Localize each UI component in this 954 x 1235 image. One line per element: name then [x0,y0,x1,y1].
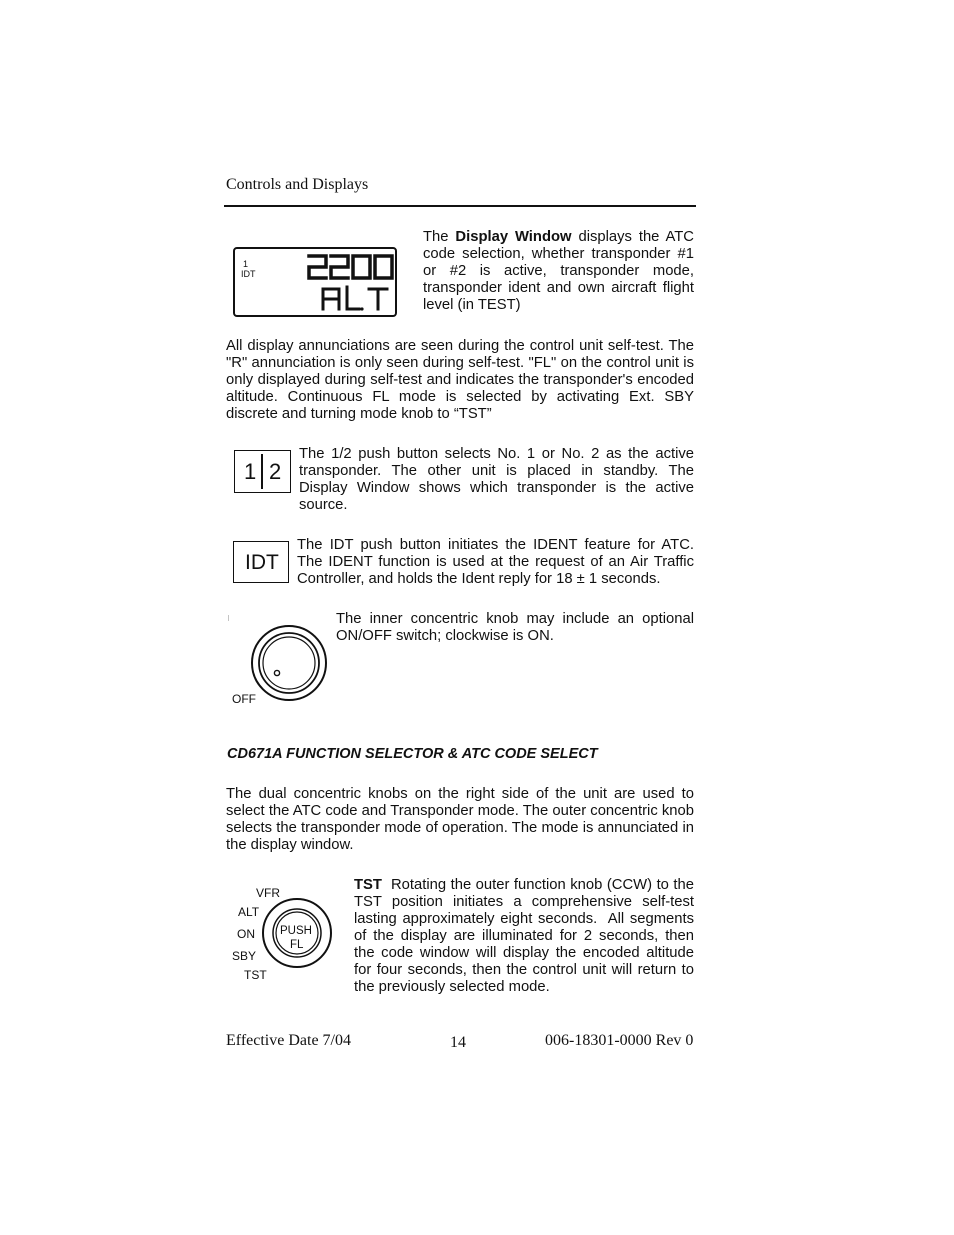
transponder-select-description: The 1/2 push button selects No. 1 or No. 2 as the active transponder. The other unit is placed in standby. The Display Window shows which transponder is the active source. [299,446,694,513]
lcd-mode-letters [323,287,387,311]
lcd-code-digits [309,256,392,278]
tst-description: TST Rotating the outer function knob (CCW) to the TST position initiates a comprehensive self-test lasting approximately eight seconds. All segments of the display are illuminated for 2 seconds, then the code window will display the encoded altitude for four seconds, then the control unit will return to the previously selected mode. [354,877,699,995]
page-header: Controls and Displays [226,176,369,193]
knob-label-tst: TST [244,968,267,982]
display-window-illustration [233,247,397,317]
ident-description: The IDT push button initiates the IDENT feature for ATC. The IDENT function is used at the request of an Air Traffic Controller, and holds the Ident reply for 18 ± 1 seconds. [297,537,694,587]
function-selector-paragraph: The dual concentric knobs on the right side of the unit are used to select the ATC code and Transponder mode. The outer concentric knob selects the transponder mode of operation. The mode is annunciated in the display window. [226,786,694,853]
annunciation-paragraph: All display annunciations are seen during the control unit self-test. The "R" annunciation is only seen during self-test. "FL" on the control unit is only displayed during self-test and indicates the transponder's encoded altitude. Continuous FL mode is selected by activating Ext. SBY discrete and turning mode knob to “TST” [226,338,694,422]
knob-label-alt: ALT [238,905,260,919]
lcd-segment-digits [235,249,395,315]
ident-button-label: IDT [245,551,279,574]
ident-button[interactable] [233,541,289,583]
knob-label-sby: SBY [232,949,257,963]
button-divider [261,454,263,489]
button-label-1: 1 [244,459,257,484]
header-rule [224,205,696,207]
lcd-transponder-number: 1 [243,259,249,269]
tst-term: TST [354,877,382,893]
knob-push-label: PUSH [280,925,312,937]
transponder-select-button[interactable] [234,450,291,493]
knob-label-vfr: VFR [256,886,280,900]
footer-page-number: 14 [450,1034,466,1051]
footer-effective-date: Effective Date 7/04 [226,1032,351,1049]
inner-knob-description: The inner concentric knob may include an optional ON/OFF switch; clockwise is ON. [336,611,694,644]
knob-label-on: ON [237,927,255,941]
display-window-term: Display Window [455,229,572,245]
knob-fl-label: FL [290,939,304,951]
knob-off-label: OFF [232,692,256,706]
footer-doc-number: 006-18301-0000 Rev 0 [545,1032,694,1049]
display-window-description: The Display Window displays the ATC code selection, whether transponder #1 or #2 is active, transponder mode, transponder ident and own aircraft flight level (in TEST) [423,229,694,313]
lcd-ident-annunciation: IDT [241,269,256,279]
function-selector-heading: CD671A FUNCTION SELECTOR & ATC CODE SELECT [227,746,598,762]
button-label-2: 2 [269,459,282,484]
